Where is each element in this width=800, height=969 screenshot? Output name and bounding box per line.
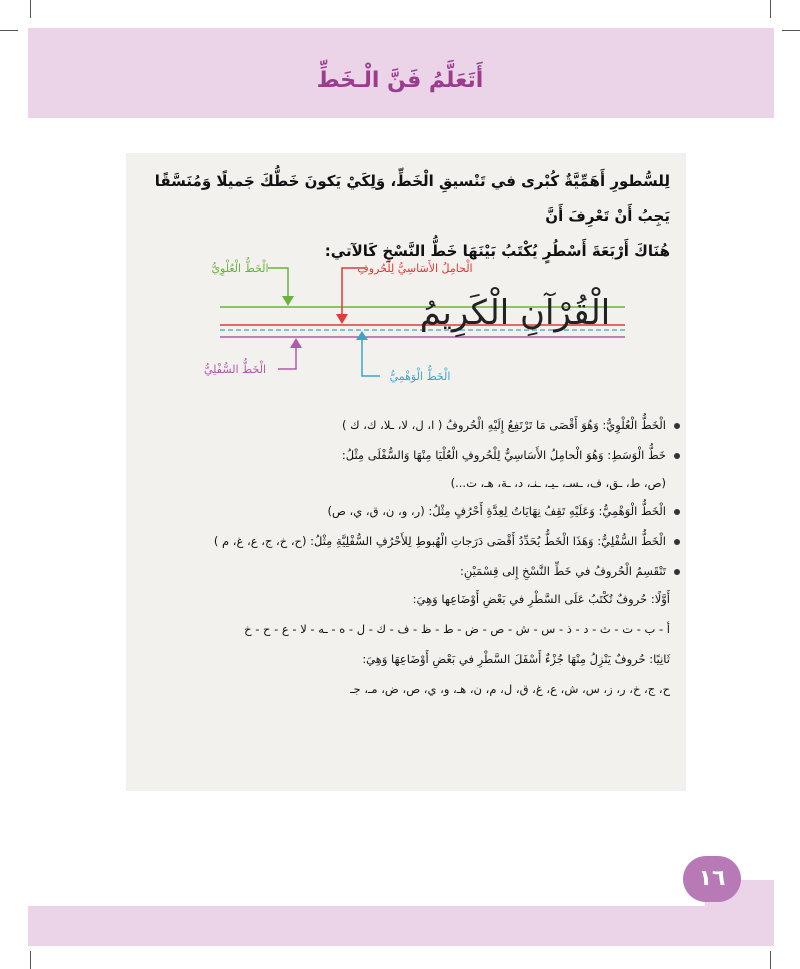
bullet-text: الْخَطُّ الْوَهْمِيُّ: وَعَلَيْهِ تَقِفُ نِهَايَاتُ لِعِدَّةِ أَحْرُفٍ مِثْلُ: (ر، و، ن، ق، ي، ص): [327, 504, 666, 518]
arrow-upper: [268, 268, 288, 298]
intro-line: هُنَاكَ أَرْبَعَةَ أَسْطُرٍ يُكْتَبُ بَيْنَهَا خَطُّ النَّسْخِ كَالآتي:: [324, 242, 670, 260]
crop-mark: [770, 951, 771, 969]
section-second-heading: ثَانِيًا: حُروفٌ يَنْزِلُ مِنْهَا جُزْءٌ أَسْفَلَ السَّطْرِ في بَعْضِ أَوْضَاعِهَا وَهِيَ:: [362, 652, 670, 666]
arrow-carrier: [342, 268, 365, 316]
section-first-heading: أَوَّلًا: حُروفٌ تُكْتَبُ عَلَى السَّطْرِ في بَعْضِ أَوْضَاعِها وَهِيَ:: [412, 592, 670, 606]
crop-mark: [782, 30, 800, 31]
label-imaginary: الْخَطُّ الْوَهْمِيُّ: [389, 370, 451, 383]
arrowhead-carrier: [336, 314, 348, 324]
bullet-dot: [674, 423, 680, 429]
crop-mark: [30, 0, 31, 18]
label-carrier: الْحامِلُ الأَسَاسِيُّ لِلْحُروفِ: [357, 262, 473, 275]
label-lower: الْخَطُّ السُّفْلِيُّ: [203, 363, 267, 376]
bullet-dot: [674, 509, 680, 515]
bullet-dot: [674, 453, 680, 459]
sample-word: الْقُرْآنِ الْكَرِيمُ: [419, 293, 611, 333]
crop-mark: [0, 30, 18, 31]
crop-mark: [30, 951, 31, 969]
page-number: ١٦: [683, 856, 741, 902]
bullet-text: خَطُّ الْوَسَطِ: وَهُوَ الْحامِلُ الأَسَاسِيُّ لِلْحُروفِ الْعُلْيَا مِنْهَا وَالسُّفْلَى مِثْلُ:: [341, 448, 666, 462]
list-item: [150, 534, 680, 548]
section-second-letters: ح، ج، خ، ر، ز، س، ش، ع، غ، ق، ل، م، ن، هـ، و، ي، ص، ض، مـ، جـ: [350, 682, 670, 696]
writing-lines-diagram: [190, 250, 640, 390]
intro-line: لِلسُّطورِ أَهَمِّيَّةٌ كُبْرى في تَنْسيقِ الْخَطِّ، وَلِكَيْ يَكونَ خَطُّكَ جَميلًا وَمُنَسَّقًا يَجِبُ أَنْ تَعْرِفَ أَنَّ: [154, 172, 670, 225]
bullet-dot: [674, 569, 680, 575]
list-item: [150, 564, 680, 578]
bullet-subline: (ص، ط، ـق، ف، ـسـ، ـيـ، ـنـ، د، ـة، هـ، ت...): [450, 476, 666, 490]
bullet-text: الْخَطُّ السُّفْلِيُّ: وَهَذَا الْخَطُّ يُحَدِّدُ أَقْصَى دَرَجاتِ الْهُبوطِ لِلأَحْرُفِ السُّفْلِيَّةِ مِثْلُ: (ح، خ، ج، ع، غ، م ): [213, 534, 666, 548]
arrow-imaginary: [362, 338, 380, 376]
list-item: [150, 418, 680, 432]
page-title: أَتَعَلَّمُ فَنَّ الْـخَطِّ: [316, 68, 484, 93]
section-first-letters: أ - ب - ت - ث - د - ذ - س - ش - ص - ض - ط - ظ - ف - ك - ل - ه - ـه - لا - ع - ح - خ: [244, 622, 670, 636]
arrowhead-upper: [282, 296, 294, 306]
label-upper: الْخَطُّ الْعُلْوِيُّ: [211, 262, 269, 275]
crop-mark: [770, 0, 771, 18]
bullet-list: [150, 418, 680, 696]
list-item: [150, 448, 680, 462]
arrow-lower: [278, 346, 296, 369]
footer-band: [28, 906, 774, 946]
bullet-text: الْخَطُّ الْعُلْوِيُّ: وَهُوَ أَقْصَى مَا تَرْتَفِعُ إِلَيْهِ الْحُروفُ ( ا، ل، لا، ـلا، ك، ك ): [341, 418, 666, 432]
bullet-dot: [674, 539, 680, 545]
bullet-text: تَنْقَسِمُ الْحُروفُ في خَطِّ النَّسْخِ إِلى قِسْمَيْنِ:: [459, 564, 666, 578]
list-item: [150, 504, 680, 518]
